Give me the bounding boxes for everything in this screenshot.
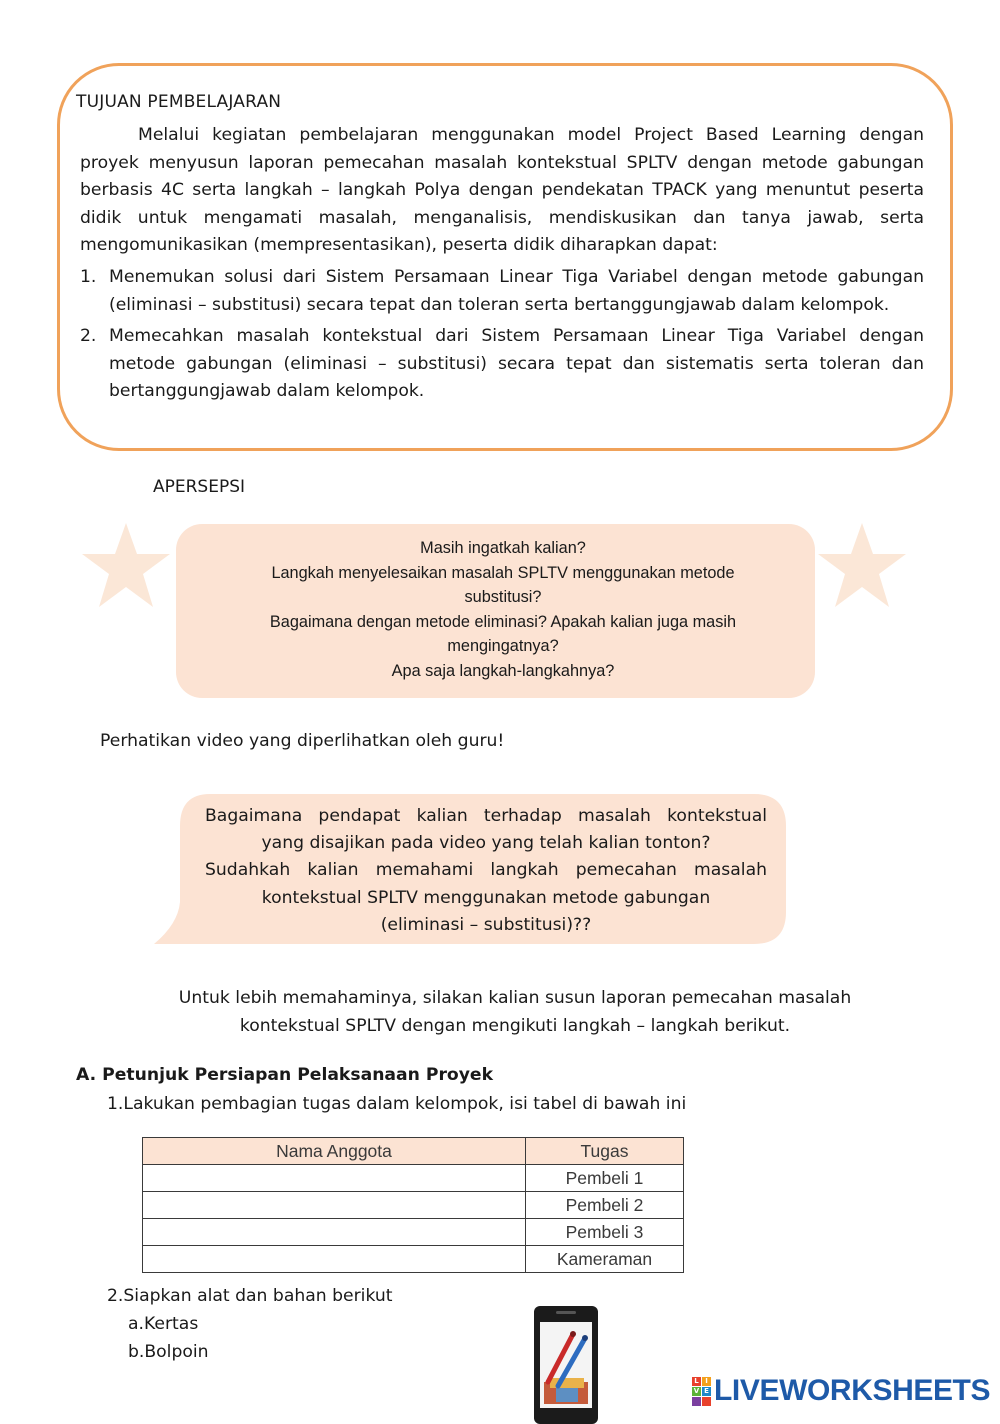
logo-tile: I [702,1377,711,1386]
untuk-line: Untuk lebih memahaminya, silakan kalian susun laporan pemecahan masalah [178,988,852,1008]
nama-anggota-cell[interactable] [143,1246,526,1273]
item-bolpoin: b.Bolpoin [128,1342,209,1362]
star-decoration-left [80,521,172,609]
tugas-cell: Kameraman [526,1246,684,1273]
nama-anggota-cell[interactable] [143,1219,526,1246]
apersepsi-line: mengingatnya? [447,637,559,655]
objective-number: 2. [80,326,97,346]
phone-illustration [534,1306,598,1424]
logo-tile: E [702,1387,711,1396]
apersepsi-line: Langkah menyelesaikan masalah SPLTV menggunakan metode [271,563,735,582]
logo-mark-icon [692,1377,711,1406]
table-header-row [143,1138,684,1165]
tugas-cell: Pembeli 2 [526,1192,684,1219]
bubble-line: Sudahkah kalian memahami langkah pemecahan masalah [205,860,767,881]
objective-item [80,323,924,406]
tujuan-paragraph: Melalui kegiatan pembelajaran menggunakan model Project Based Learning dengan proyek menyusun laporan pemecahan masalah kontekstual SPLTV dengan metode gabungan berbasis 4C serta langkah – langkah Polya dengan pendekatan TPACK yang menuntut peserta didik untuk mengamati masalah, menganalisis, mendiskusikan dan tanya jawab, serta mengomunikasikan (mempresentasikan), peserta didik diharapkan dapat: [80,125,924,255]
column-header: Tugas [526,1138,684,1165]
apersepsi-line: Masih ingatkah kalian? [420,539,586,557]
task-table [142,1137,684,1273]
phone-screen [540,1322,592,1408]
step-1-text: 1.Lakukan pembagian tugas dalam kelompok, isi tabel di bawah ini [107,1094,687,1114]
table-row [143,1192,684,1219]
logo-tile: L [692,1377,701,1386]
untuk-line: kontekstual SPLTV dengan mengikuti langkah – langkah berikut. [239,1015,791,1036]
bubble-line: yang disajikan pada video yang telah kalian tonton? [261,833,711,854]
logo-text: LIVEWORKSHEETS [714,1374,991,1407]
star-decoration-right [816,521,908,609]
bubble-line: Bagaimana pendapat kalian terhadap masalah kontekstual [205,806,767,826]
objective-text: Memecahkan masalah kontekstual dari Sistem Persamaan Linear Tiga Variabel dengan metode gabungan (eliminasi – substitusi) secara tepat dan sistematis serta toleran dan bertanggungjawab dalam kelompok. [109,326,924,401]
bubble-line: kontekstual SPLTV menggunakan metode gabungan [261,887,711,908]
apersepsi-title: APERSEPSI [153,477,246,497]
logo-tile [692,1397,701,1406]
section-a-heading: A. Petunjuk Persiapan Pelaksanaan Proyek [76,1065,494,1085]
table-row [143,1219,684,1246]
column-header: Nama Anggota [143,1138,526,1165]
table-row [143,1246,684,1273]
apersepsi-text [218,536,788,683]
objective-number: 1. [80,267,97,287]
logo-tile: V [693,1386,700,1395]
pens-and-paper-icon [540,1322,592,1408]
objective-text: Menemukan solusi dari Sistem Persamaan Linear Tiga Variabel dengan metode gabungan (eliminasi – substitusi) secara tepat dan toleran serta bertanggungjawab dalam kelompok. [109,267,924,315]
bubble-line: (eliminasi – substitusi)?? [380,914,592,935]
logo-tile [702,1397,711,1406]
bubble-text [205,803,767,939]
tugas-cell: Pembeli 1 [526,1165,684,1192]
apersepsi-line: Apa saja langkah-langkahnya? [391,661,615,680]
objective-item [80,264,924,319]
untuk-paragraph [150,985,880,1040]
liveworksheets-logo [692,1374,990,1408]
apersepsi-line: Bagaimana dengan metode eliminasi? Apakah kalian juga masih [269,612,737,631]
nama-anggota-cell[interactable] [143,1165,526,1192]
item-kertas: a.Kertas [128,1314,199,1334]
phone-speaker [556,1311,576,1314]
table-row [143,1165,684,1192]
tujuan-title: TUJUAN PEMBELAJARAN [76,92,282,112]
tugas-cell: Pembeli 3 [526,1219,684,1246]
nama-anggota-cell[interactable] [143,1192,526,1219]
apersepsi-line: substitusi? [464,588,542,606]
step-2-text: 2.Siapkan alat dan bahan berikut [107,1286,393,1306]
instruction-text: Perhatikan video yang diperlihatkan oleh guru! [100,731,505,751]
